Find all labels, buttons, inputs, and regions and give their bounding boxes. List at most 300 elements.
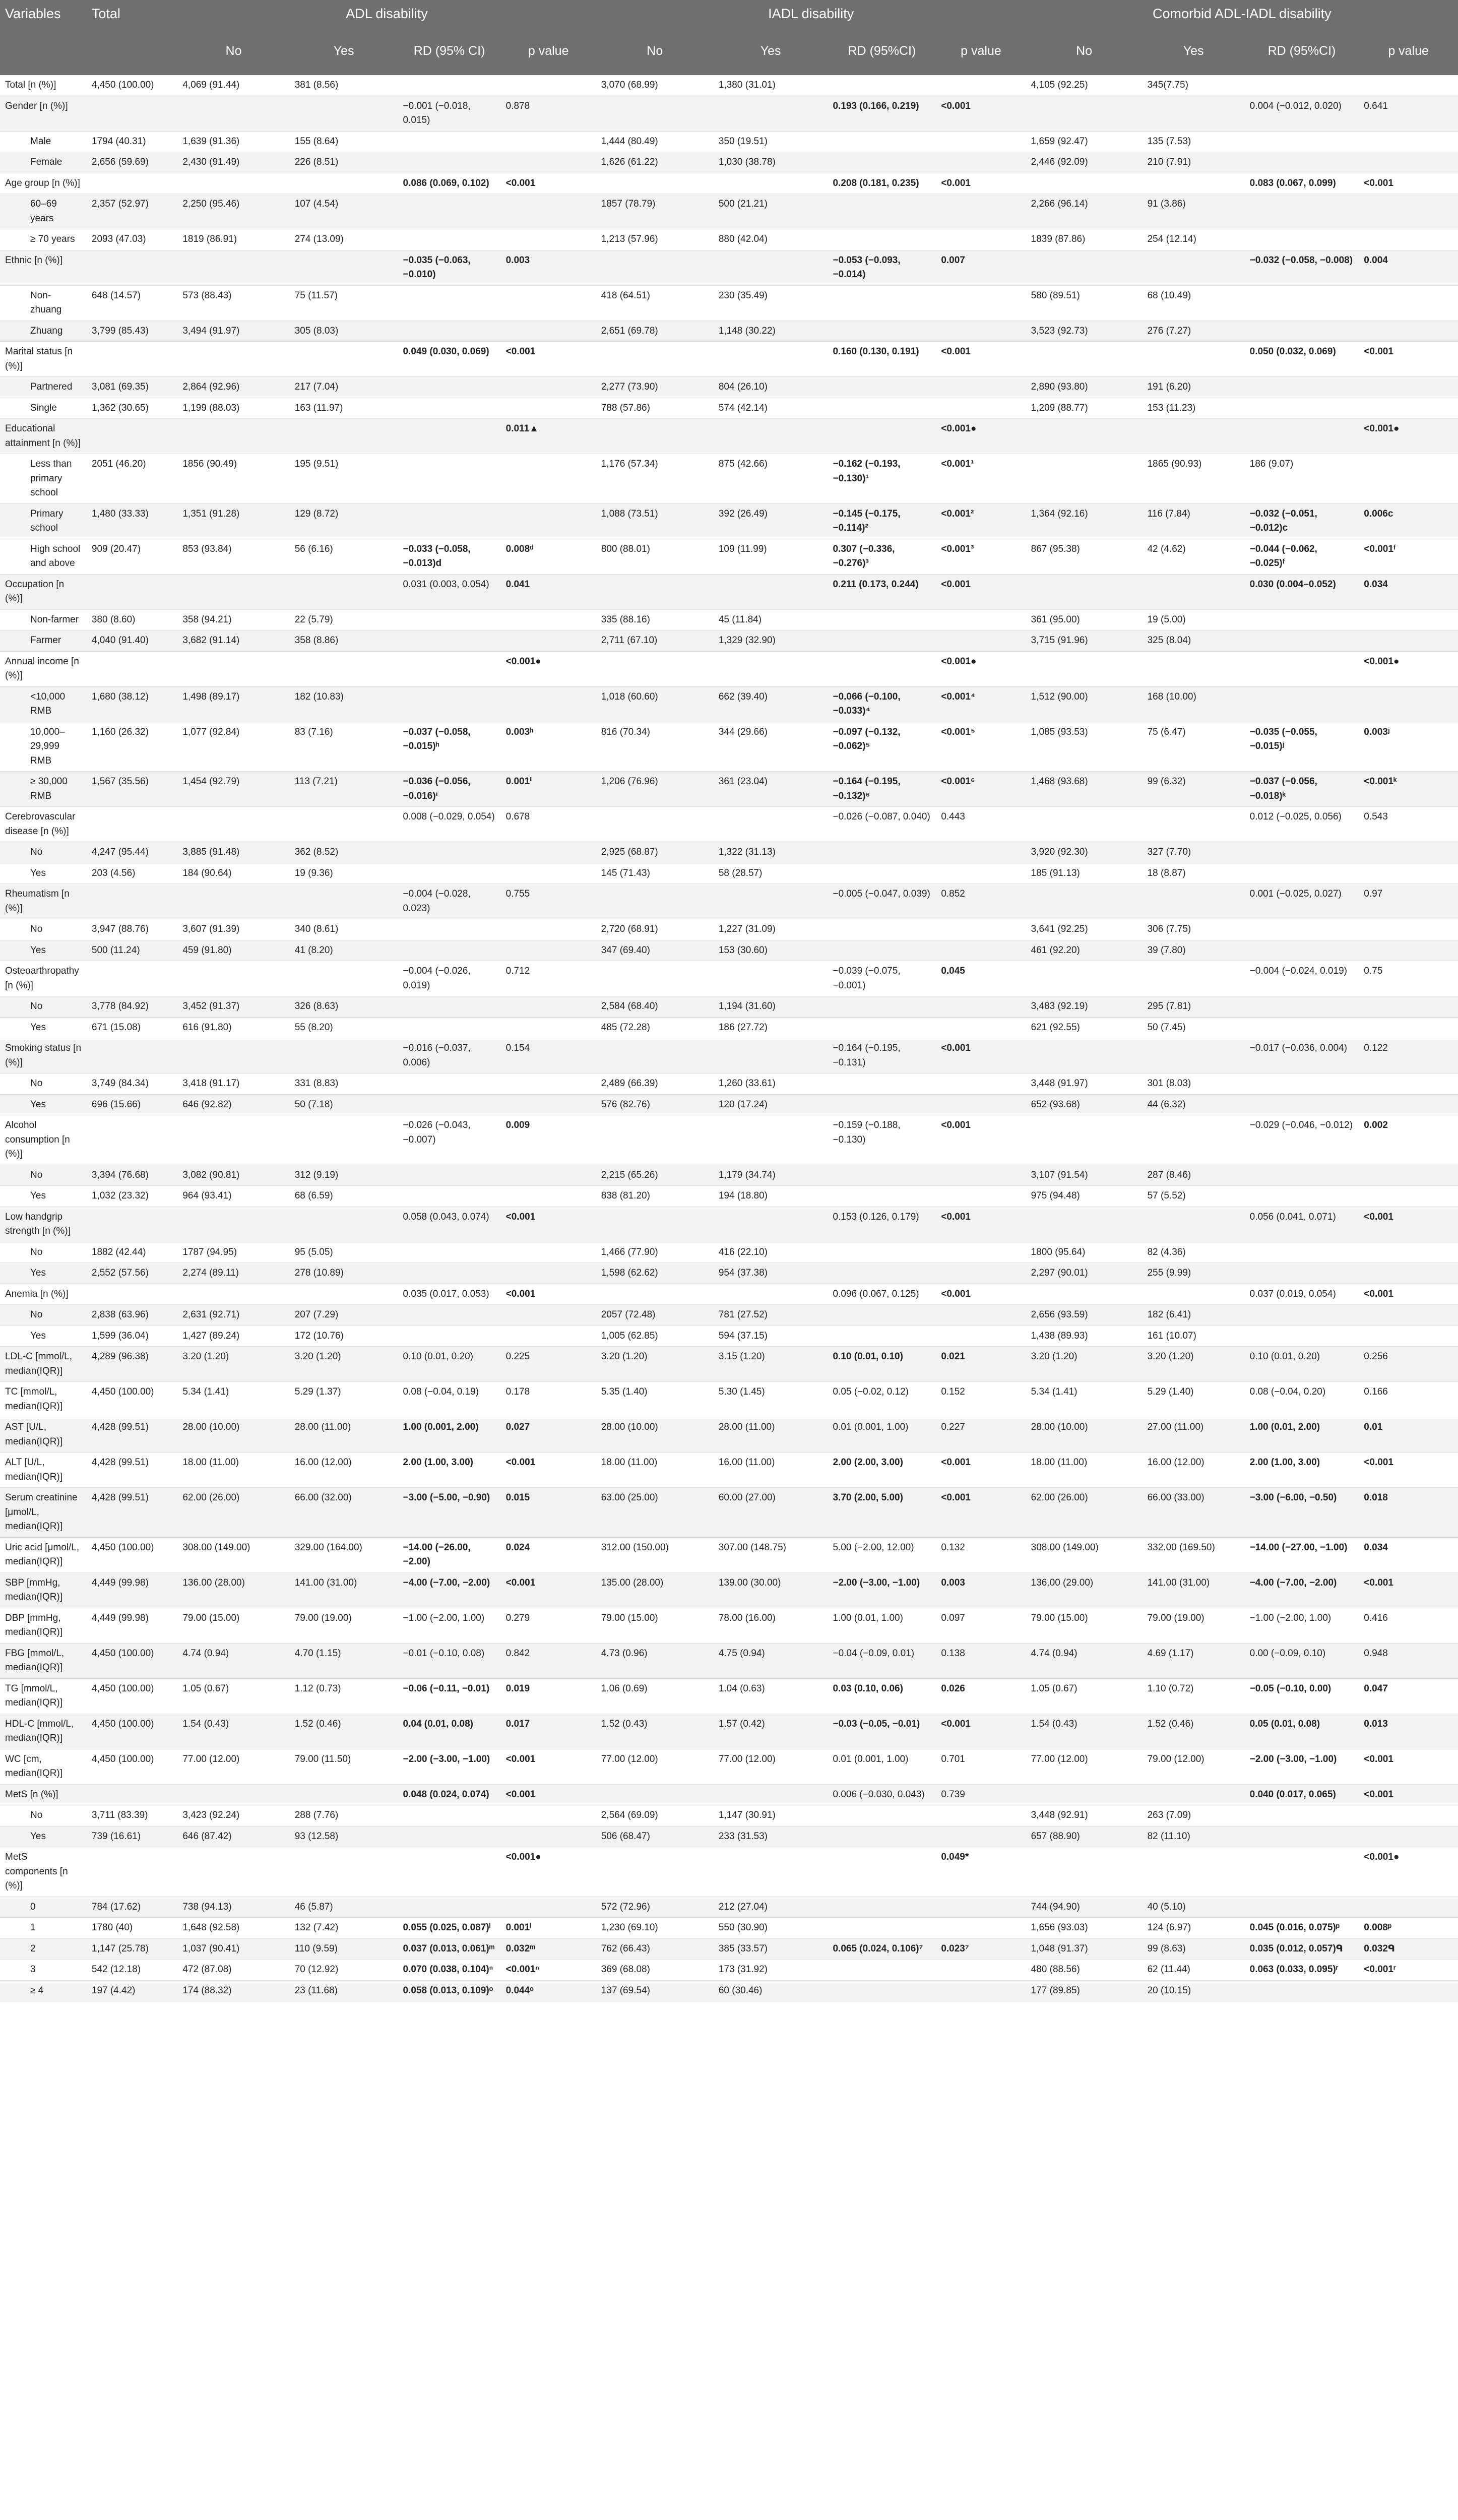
cell-adl-no: 4,069 (91.44) bbox=[177, 75, 289, 96]
cell-comorbid-no bbox=[1026, 96, 1143, 131]
cell-total: 4,289 (96.38) bbox=[87, 1347, 177, 1382]
cell-iadl-no bbox=[596, 807, 714, 842]
cell-comorbid-p: 0.166 bbox=[1359, 1382, 1458, 1417]
cell-comorbid-yes: 18 (8.87) bbox=[1143, 863, 1245, 884]
cell-iadl-no bbox=[596, 96, 714, 131]
cell-variable: 10,000–29,999 RMB bbox=[0, 722, 87, 772]
cell-adl-yes: 55 (8.20) bbox=[290, 1017, 398, 1038]
cell-variable: TC [mmol/L, median(IQR)] bbox=[0, 1382, 87, 1417]
cell-total: 4,449 (99.98) bbox=[87, 1608, 177, 1643]
cell-iadl-yes: 307.00 (148.75) bbox=[714, 1537, 828, 1572]
table-row bbox=[0, 173, 1458, 194]
cell-iadl-rd bbox=[828, 1805, 936, 1826]
cell-comorbid-p bbox=[1359, 377, 1458, 398]
cell-total: 2093 (47.03) bbox=[87, 229, 177, 250]
cell-iadl-rd bbox=[828, 772, 936, 807]
cell-variable: Yes bbox=[0, 1826, 87, 1847]
cell-adl-rd: −0.016 (−0.037, 0.006) bbox=[398, 1038, 501, 1074]
cell-comorbid-yes: 50 (7.45) bbox=[1143, 1017, 1245, 1038]
cell-adl-p bbox=[501, 250, 596, 285]
cell-iadl-yes: 1,322 (31.13) bbox=[714, 842, 828, 863]
cell-iadl-yes bbox=[714, 807, 828, 842]
cell-comorbid-no bbox=[1026, 1038, 1143, 1074]
cell-iadl-yes bbox=[714, 1847, 828, 1897]
cell-iadl-yes bbox=[714, 173, 828, 194]
cell-comorbid-yes: 135 (7.53) bbox=[1143, 131, 1245, 152]
cell-iadl-p bbox=[936, 1918, 1026, 1939]
cell-comorbid-rd bbox=[1245, 940, 1359, 961]
cell-comorbid-p bbox=[1359, 1826, 1458, 1847]
cell-adl-yes bbox=[290, 1784, 398, 1805]
cell-iadl-no bbox=[596, 342, 714, 377]
cell-iadl-yes: 139.00 (30.00) bbox=[714, 1572, 828, 1608]
cell-iadl-p bbox=[936, 194, 1026, 229]
cell-iadl-rd: 0.153 (0.126, 0.179) bbox=[828, 1207, 936, 1242]
cell-adl-p bbox=[501, 503, 596, 539]
cell-comorbid-rd bbox=[1245, 1165, 1359, 1186]
table-row bbox=[0, 996, 1458, 1018]
cell-adl-p bbox=[501, 1094, 596, 1115]
table-row bbox=[0, 1347, 1458, 1382]
cell-adl-no: 62.00 (26.00) bbox=[177, 1488, 289, 1538]
cell-adl-yes: 95 (5.05) bbox=[290, 1242, 398, 1263]
cell-iadl-yes: 361 (23.04) bbox=[714, 772, 828, 807]
cell-adl-p bbox=[501, 152, 596, 173]
cell-comorbid-no: 2,266 (96.14) bbox=[1026, 194, 1143, 229]
cell-iadl-rd bbox=[828, 1960, 936, 1981]
cell-adl-no bbox=[177, 96, 289, 131]
cell-comorbid-rd bbox=[1245, 1537, 1359, 1572]
cell-variable: High school and above bbox=[0, 539, 87, 574]
cell-adl-p bbox=[501, 1960, 596, 1981]
cell-comorbid-p bbox=[1359, 1263, 1458, 1284]
cell-adl-yes: 312 (9.19) bbox=[290, 1165, 398, 1186]
cell-adl-yes bbox=[290, 961, 398, 996]
cell-total: 500 (11.24) bbox=[87, 940, 177, 961]
cell-iadl-yes: 186 (27.72) bbox=[714, 1017, 828, 1038]
cell-adl-no: 3,494 (91.97) bbox=[177, 321, 289, 342]
cell-iadl-rd: 1.00 (0.01, 1.00) bbox=[828, 1608, 936, 1643]
cell-adl-yes: 163 (11.97) bbox=[290, 398, 398, 419]
cell-value: 0.001ˡ bbox=[505, 1922, 531, 1933]
cell-adl-rd: −0.004 (−0.026, 0.019) bbox=[398, 961, 501, 996]
cell-value: 0.006c bbox=[1364, 508, 1393, 519]
cell-adl-no: 646 (87.42) bbox=[177, 1826, 289, 1847]
cell-iadl-rd: −0.005 (−0.047, 0.039) bbox=[828, 884, 936, 919]
cell-value: <0.001 bbox=[505, 1577, 536, 1588]
cell-comorbid-rd bbox=[1245, 1960, 1359, 1981]
cell-adl-no: 1.05 (0.67) bbox=[177, 1678, 289, 1714]
table-row bbox=[0, 1417, 1458, 1453]
cell-iadl-p bbox=[936, 1186, 1026, 1207]
cell-adl-no: 184 (90.64) bbox=[177, 863, 289, 884]
cell-value: 0.007 bbox=[941, 255, 965, 266]
cell-value: 0.040 (0.017, 0.065) bbox=[1249, 1789, 1336, 1800]
cell-comorbid-p bbox=[1359, 651, 1458, 686]
cell-iadl-p bbox=[936, 1347, 1026, 1382]
cell-value: 0.055 (0.025, 0.087)ˡ bbox=[403, 1922, 491, 1933]
cell-iadl-no: 2,720 (68.91) bbox=[596, 919, 714, 940]
cell-adl-no bbox=[177, 961, 289, 996]
cell-value: −0.03 (−0.05, −0.01) bbox=[833, 1718, 920, 1729]
table-row bbox=[0, 1382, 1458, 1417]
cell-adl-rd bbox=[398, 1938, 501, 1960]
cell-comorbid-no: 3,641 (92.25) bbox=[1026, 919, 1143, 940]
cell-adl-no: 174 (88.32) bbox=[177, 1980, 289, 2001]
cell-comorbid-no bbox=[1026, 173, 1143, 194]
cell-comorbid-yes: 20 (10.15) bbox=[1143, 1980, 1245, 2001]
table-row bbox=[0, 131, 1458, 152]
cell-iadl-p bbox=[936, 342, 1026, 377]
cell-iadl-no: 1,598 (62.62) bbox=[596, 1263, 714, 1284]
cell-comorbid-no: 1,659 (92.47) bbox=[1026, 131, 1143, 152]
cell-iadl-no: 77.00 (12.00) bbox=[596, 1749, 714, 1784]
header-comorbid-no: No bbox=[1026, 28, 1143, 75]
cell-iadl-yes bbox=[714, 419, 828, 454]
cell-value: 3.70 (2.00, 5.00) bbox=[833, 1492, 903, 1503]
cell-adl-p bbox=[501, 1572, 596, 1608]
cell-iadl-yes: 77.00 (12.00) bbox=[714, 1749, 828, 1784]
cell-comorbid-yes: 263 (7.09) bbox=[1143, 1805, 1245, 1826]
cell-iadl-no: 312.00 (150.00) bbox=[596, 1537, 714, 1572]
cell-variable: No bbox=[0, 842, 87, 863]
cell-value: 0.032ᵐ bbox=[505, 1943, 535, 1954]
cell-comorbid-p bbox=[1359, 1165, 1458, 1186]
cell-iadl-p bbox=[936, 131, 1026, 152]
cell-iadl-yes: 1,227 (31.09) bbox=[714, 919, 828, 940]
table-row bbox=[0, 919, 1458, 940]
cell-total: 1,160 (26.32) bbox=[87, 722, 177, 772]
cell-adl-p bbox=[501, 539, 596, 574]
cell-variable: Uric acid [μmol/L, median(IQR)] bbox=[0, 1537, 87, 1572]
cell-variable: TG [mmol/L, median(IQR)] bbox=[0, 1678, 87, 1714]
cell-iadl-no bbox=[596, 1847, 714, 1897]
cell-comorbid-yes: 99 (8.63) bbox=[1143, 1938, 1245, 1960]
cell-iadl-rd bbox=[828, 609, 936, 631]
cell-iadl-rd bbox=[828, 96, 936, 131]
cell-comorbid-p bbox=[1359, 1453, 1458, 1488]
cell-value: 0.008ᵖ bbox=[1364, 1922, 1392, 1933]
cell-adl-p bbox=[501, 609, 596, 631]
cell-total: 1794 (40.31) bbox=[87, 131, 177, 152]
cell-comorbid-p bbox=[1359, 1960, 1458, 1981]
cell-iadl-no: 145 (71.43) bbox=[596, 863, 714, 884]
cell-value: <0.001● bbox=[1364, 423, 1400, 434]
cell-iadl-no: 1,626 (61.22) bbox=[596, 152, 714, 173]
cell-comorbid-rd: 0.012 (−0.025, 0.056) bbox=[1245, 807, 1359, 842]
cell-iadl-rd bbox=[828, 1938, 936, 1960]
cell-adl-yes: 141.00 (31.00) bbox=[290, 1572, 398, 1608]
cell-value: 0.003ʲ bbox=[1364, 726, 1390, 737]
cell-comorbid-rd bbox=[1245, 75, 1359, 96]
cell-adl-p bbox=[501, 1980, 596, 2001]
cell-total: 1,680 (38.12) bbox=[87, 686, 177, 722]
cell-value: 0.009 bbox=[505, 1120, 530, 1130]
cell-value: 0.03 (0.10, 0.06) bbox=[833, 1683, 903, 1694]
cell-iadl-p bbox=[936, 398, 1026, 419]
cell-value: 0.065 (0.024, 0.106)⁷ bbox=[833, 1943, 923, 1954]
table-row bbox=[0, 1242, 1458, 1263]
cell-adl-rd: 0.08 (−0.04, 0.19) bbox=[398, 1382, 501, 1417]
table-row bbox=[0, 96, 1458, 131]
cell-adl-rd bbox=[398, 1784, 501, 1805]
cell-adl-rd bbox=[398, 173, 501, 194]
cell-value: <0.001 bbox=[505, 1753, 536, 1765]
cell-comorbid-no: 2,890 (93.80) bbox=[1026, 377, 1143, 398]
cell-iadl-p bbox=[936, 574, 1026, 609]
cell-iadl-yes: 875 (42.66) bbox=[714, 454, 828, 504]
cell-comorbid-yes: 27.00 (11.00) bbox=[1143, 1417, 1245, 1453]
cell-iadl-p bbox=[936, 686, 1026, 722]
cell-value: <0.001 bbox=[941, 1288, 971, 1299]
cell-adl-yes: 41 (8.20) bbox=[290, 940, 398, 961]
cell-comorbid-p bbox=[1359, 398, 1458, 419]
cell-iadl-yes: 120 (17.24) bbox=[714, 1094, 828, 1115]
cell-comorbid-no: 5.34 (1.41) bbox=[1026, 1382, 1143, 1417]
cell-adl-yes: 28.00 (11.00) bbox=[290, 1417, 398, 1453]
cell-total: 4,040 (91.40) bbox=[87, 631, 177, 652]
cell-iadl-rd bbox=[828, 321, 936, 342]
cell-adl-yes: 132 (7.42) bbox=[290, 1918, 398, 1939]
cell-iadl-p bbox=[936, 1572, 1026, 1608]
cell-adl-rd bbox=[398, 1960, 501, 1981]
cell-iadl-no bbox=[596, 1115, 714, 1165]
cell-iadl-p bbox=[936, 631, 1026, 652]
cell-comorbid-no: 79.00 (15.00) bbox=[1026, 1608, 1143, 1643]
cell-comorbid-rd bbox=[1245, 1714, 1359, 1749]
cell-variable: Farmer bbox=[0, 631, 87, 652]
cell-value: 0.026 bbox=[941, 1683, 965, 1694]
cell-value: 0.008ᵈ bbox=[505, 543, 534, 554]
header-row-groups bbox=[0, 0, 1458, 28]
cell-value: 0.001ⁱ bbox=[505, 776, 532, 787]
cell-iadl-p bbox=[936, 1038, 1026, 1074]
cell-value: <0.001 bbox=[1364, 346, 1393, 357]
cell-variable: Gender [n (%)] bbox=[0, 96, 87, 131]
cell-iadl-yes: 60 (30.46) bbox=[714, 1980, 828, 2001]
cell-adl-no: 459 (91.80) bbox=[177, 940, 289, 961]
cell-adl-p bbox=[501, 1242, 596, 1263]
cell-variable: Non-farmer bbox=[0, 609, 87, 631]
cell-comorbid-p bbox=[1359, 454, 1458, 504]
cell-comorbid-p bbox=[1359, 1784, 1458, 1805]
cell-comorbid-yes bbox=[1143, 173, 1245, 194]
cell-comorbid-rd: 0.10 (0.01, 0.20) bbox=[1245, 1347, 1359, 1382]
cell-adl-p bbox=[501, 75, 596, 96]
cell-value: <0.001⁵ bbox=[941, 726, 975, 737]
cell-adl-p bbox=[501, 454, 596, 504]
cell-adl-yes: 129 (8.72) bbox=[290, 503, 398, 539]
cell-comorbid-p bbox=[1359, 285, 1458, 321]
cell-value: 0.034 bbox=[1364, 579, 1388, 590]
cell-value: <0.001 bbox=[941, 1211, 971, 1222]
cell-variable: Partnered bbox=[0, 377, 87, 398]
cell-comorbid-rd bbox=[1245, 1784, 1359, 1805]
cell-adl-p bbox=[501, 996, 596, 1018]
cell-variable: 2 bbox=[0, 1938, 87, 1960]
cell-comorbid-p bbox=[1359, 1242, 1458, 1263]
cell-iadl-rd bbox=[828, 131, 936, 152]
cell-variable: MetS [n (%)] bbox=[0, 1784, 87, 1805]
cell-comorbid-yes bbox=[1143, 961, 1245, 996]
cell-adl-rd bbox=[398, 1537, 501, 1572]
cell-value: <0.001³ bbox=[941, 543, 974, 554]
cell-iadl-yes: 385 (33.57) bbox=[714, 1938, 828, 1960]
table-row bbox=[0, 1326, 1458, 1347]
cell-adl-p bbox=[501, 651, 596, 686]
cell-value: <0.001● bbox=[941, 423, 977, 434]
cell-adl-yes bbox=[290, 96, 398, 131]
table-row bbox=[0, 1805, 1458, 1826]
cell-comorbid-rd bbox=[1245, 609, 1359, 631]
cell-comorbid-no: 62.00 (26.00) bbox=[1026, 1488, 1143, 1538]
cell-iadl-yes: 1.04 (0.63) bbox=[714, 1678, 828, 1714]
cell-iadl-rd bbox=[828, 1897, 936, 1918]
cell-adl-p bbox=[501, 842, 596, 863]
table-row bbox=[0, 863, 1458, 884]
cell-adl-rd bbox=[398, 1165, 501, 1186]
cell-comorbid-yes: 276 (7.27) bbox=[1143, 321, 1245, 342]
cell-comorbid-p bbox=[1359, 250, 1458, 285]
cell-adl-rd bbox=[398, 1326, 501, 1347]
cell-iadl-yes: 16.00 (11.00) bbox=[714, 1453, 828, 1488]
cell-iadl-p: 0.132 bbox=[936, 1537, 1026, 1572]
cell-total: 4,428 (99.51) bbox=[87, 1453, 177, 1488]
cell-value: 0.003 bbox=[505, 255, 530, 266]
cell-adl-yes: 56 (6.16) bbox=[290, 539, 398, 574]
cell-total: 671 (15.08) bbox=[87, 1017, 177, 1038]
cell-adl-rd bbox=[398, 454, 501, 504]
cell-comorbid-no: 3,448 (91.97) bbox=[1026, 1074, 1143, 1095]
cell-comorbid-p bbox=[1359, 1417, 1458, 1453]
cell-adl-rd bbox=[398, 609, 501, 631]
cell-comorbid-p bbox=[1359, 173, 1458, 194]
table-row bbox=[0, 1186, 1458, 1207]
cell-iadl-no: 2,277 (73.90) bbox=[596, 377, 714, 398]
table-row bbox=[0, 807, 1458, 842]
cell-total bbox=[87, 250, 177, 285]
cell-iadl-p bbox=[936, 419, 1026, 454]
cell-iadl-yes bbox=[714, 574, 828, 609]
cell-comorbid-yes: 287 (8.46) bbox=[1143, 1165, 1245, 1186]
cell-variable: 0 bbox=[0, 1897, 87, 1918]
cell-iadl-p: 0.097 bbox=[936, 1608, 1026, 1643]
cell-adl-no: 136.00 (28.00) bbox=[177, 1572, 289, 1608]
cell-comorbid-no: 4,105 (92.25) bbox=[1026, 75, 1143, 96]
cell-iadl-p bbox=[936, 1094, 1026, 1115]
header-comorbid-disability: Comorbid ADL-IADL disability bbox=[1026, 0, 1458, 28]
cell-total bbox=[87, 1784, 177, 1805]
cell-adl-yes: 288 (7.76) bbox=[290, 1805, 398, 1826]
cell-adl-rd bbox=[398, 1897, 501, 1918]
cell-variable: No bbox=[0, 1165, 87, 1186]
cell-comorbid-p bbox=[1359, 1749, 1458, 1784]
cell-adl-no: 5.34 (1.41) bbox=[177, 1382, 289, 1417]
cell-iadl-no: 1,176 (57.34) bbox=[596, 454, 714, 504]
cell-iadl-no: 2,564 (69.09) bbox=[596, 1805, 714, 1826]
cell-adl-yes: 16.00 (12.00) bbox=[290, 1453, 398, 1488]
cell-iadl-no: 1,213 (57.96) bbox=[596, 229, 714, 250]
cell-adl-no bbox=[177, 884, 289, 919]
cell-adl-p bbox=[501, 772, 596, 807]
cell-value: 0.030 (0.004–0.052) bbox=[1249, 579, 1336, 590]
cell-comorbid-p: 0.256 bbox=[1359, 1347, 1458, 1382]
cell-adl-no: 2,250 (95.46) bbox=[177, 194, 289, 229]
cell-total bbox=[87, 1207, 177, 1242]
cell-value: −0.162 (−0.193, −0.130)¹ bbox=[833, 459, 901, 484]
cell-value: 0.015 bbox=[505, 1492, 530, 1503]
cell-iadl-p bbox=[936, 503, 1026, 539]
cell-iadl-yes: 58 (28.57) bbox=[714, 863, 828, 884]
table-row bbox=[0, 454, 1458, 504]
cell-iadl-rd bbox=[828, 503, 936, 539]
header-row-columns bbox=[0, 28, 1458, 75]
cell-total: 2,357 (52.97) bbox=[87, 194, 177, 229]
table-row bbox=[0, 1305, 1458, 1326]
cell-adl-rd bbox=[398, 863, 501, 884]
cell-comorbid-rd bbox=[1245, 1918, 1359, 1939]
cell-adl-rd: 0.10 (0.01, 0.20) bbox=[398, 1347, 501, 1382]
cell-comorbid-yes: 82 (4.36) bbox=[1143, 1242, 1245, 1263]
cell-total bbox=[87, 807, 177, 842]
cell-iadl-no: 485 (72.28) bbox=[596, 1017, 714, 1038]
cell-comorbid-rd bbox=[1245, 1678, 1359, 1714]
cell-iadl-yes: 45 (11.84) bbox=[714, 609, 828, 631]
cell-iadl-rd bbox=[828, 454, 936, 504]
table-row bbox=[0, 1488, 1458, 1538]
cell-iadl-rd bbox=[828, 377, 936, 398]
cell-iadl-rd bbox=[828, 863, 936, 884]
cell-value: 1.00 (0.01, 2.00) bbox=[1249, 1422, 1320, 1432]
cell-adl-yes: 217 (7.04) bbox=[290, 377, 398, 398]
cell-comorbid-yes bbox=[1143, 574, 1245, 609]
cell-comorbid-rd bbox=[1245, 250, 1359, 285]
cell-value: 0.10 (0.01, 0.10) bbox=[833, 1351, 903, 1362]
cell-iadl-yes: 4.75 (0.94) bbox=[714, 1643, 828, 1678]
cell-iadl-rd bbox=[828, 686, 936, 722]
cell-variable: 60–69 years bbox=[0, 194, 87, 229]
table-row bbox=[0, 194, 1458, 229]
cell-iadl-no: 4.73 (0.96) bbox=[596, 1643, 714, 1678]
cell-comorbid-no bbox=[1026, 1284, 1143, 1305]
cell-comorbid-rd bbox=[1245, 1938, 1359, 1960]
cell-comorbid-yes: 75 (6.47) bbox=[1143, 722, 1245, 772]
cell-adl-yes: 1.12 (0.73) bbox=[290, 1678, 398, 1714]
cell-adl-yes: 107 (4.54) bbox=[290, 194, 398, 229]
cell-comorbid-yes: 332.00 (169.50) bbox=[1143, 1537, 1245, 1572]
cell-comorbid-no bbox=[1026, 454, 1143, 504]
cell-variable: No bbox=[0, 1305, 87, 1326]
cell-iadl-no: 800 (88.01) bbox=[596, 539, 714, 574]
cell-comorbid-rd bbox=[1245, 229, 1359, 250]
cell-adl-no: 573 (88.43) bbox=[177, 285, 289, 321]
cell-adl-p: 0.279 bbox=[501, 1608, 596, 1643]
cell-value: 0.037 (0.013, 0.061)ᵐ bbox=[403, 1943, 495, 1954]
cell-comorbid-yes bbox=[1143, 807, 1245, 842]
cell-comorbid-no bbox=[1026, 1784, 1143, 1805]
table-row bbox=[0, 961, 1458, 996]
cell-iadl-rd: −0.04 (−0.09, 0.01) bbox=[828, 1643, 936, 1678]
cell-iadl-rd bbox=[828, 194, 936, 229]
cell-iadl-p: 0.152 bbox=[936, 1382, 1026, 1417]
cell-comorbid-rd: 0.056 (0.041, 0.071) bbox=[1245, 1207, 1359, 1242]
cell-total: 4,450 (100.00) bbox=[87, 75, 177, 96]
cell-total: 4,450 (100.00) bbox=[87, 1678, 177, 1714]
header-iadl-disability: IADL disability bbox=[596, 0, 1026, 28]
cell-value: 0.003 bbox=[941, 1577, 965, 1588]
cell-iadl-no: 2,584 (68.40) bbox=[596, 996, 714, 1018]
cell-value: −0.145 (−0.175, −0.114)² bbox=[833, 508, 901, 533]
